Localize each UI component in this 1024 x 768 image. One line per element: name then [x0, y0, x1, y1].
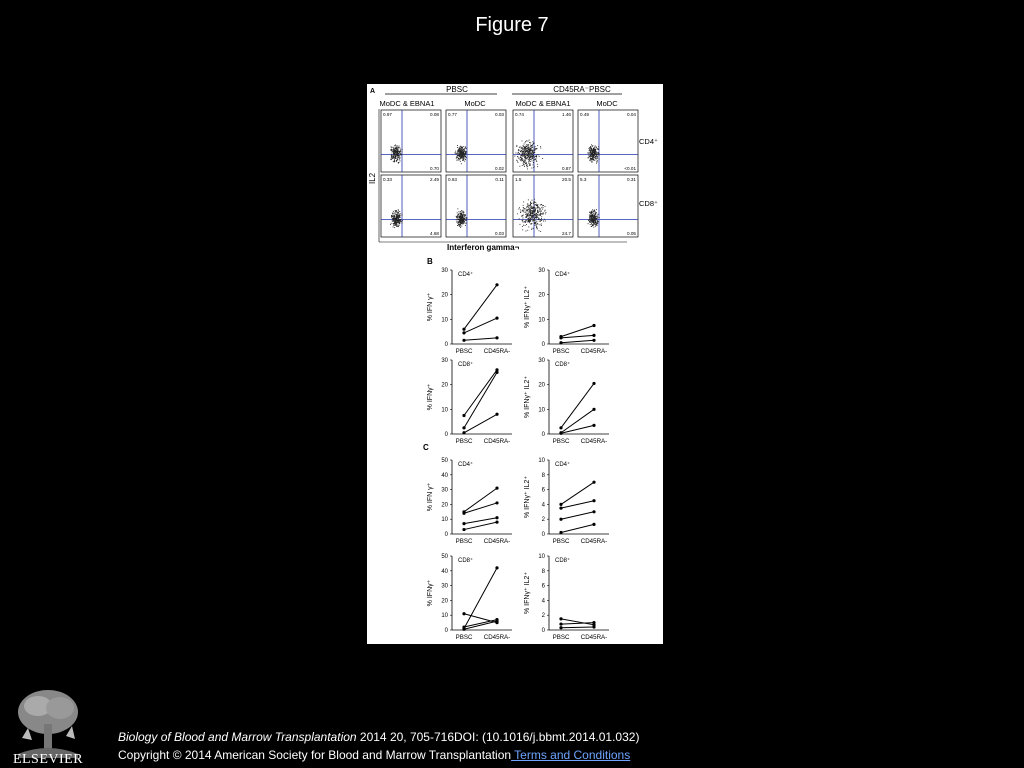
y-tick-label: 20	[441, 292, 448, 299]
data-point	[559, 617, 562, 620]
y-tick-label: 6	[541, 487, 545, 494]
data-point	[559, 518, 562, 521]
data-point	[559, 341, 562, 344]
quadrant-value: 0.04	[627, 112, 636, 117]
quadrant-value: 24.7	[562, 231, 571, 236]
data-point	[462, 628, 465, 631]
figure-svg	[367, 84, 663, 644]
line-chart	[524, 358, 609, 445]
data-point	[462, 522, 465, 525]
y-tick-label: 20	[538, 292, 545, 299]
y-tick-label: 50	[441, 554, 448, 560]
x-tick-label: CD45RA-	[483, 348, 511, 355]
data-point	[559, 426, 562, 429]
line-chart	[524, 554, 609, 641]
x-tick-label: CD45RA-	[580, 538, 608, 545]
column-label: MoDC & EBNA1	[379, 99, 435, 108]
y-tick-label: 8	[541, 568, 545, 575]
data-point	[462, 414, 465, 417]
data-point	[559, 531, 562, 534]
data-point	[559, 507, 562, 510]
data-point	[592, 324, 595, 327]
y-tick-label: 30	[441, 358, 448, 364]
flow-plot	[513, 175, 573, 237]
series-line	[561, 501, 594, 508]
line-chart	[427, 268, 512, 355]
series-line	[464, 285, 497, 329]
chart-subtitle: CD4⁺	[458, 462, 474, 468]
chart-subtitle: CD4⁺	[555, 462, 571, 468]
quadrant-value: 0.08	[430, 112, 439, 117]
y-tick-label: 30	[538, 358, 545, 364]
flow-plot-frame	[446, 110, 506, 172]
flow-plot	[381, 110, 441, 172]
x-tick-label: CD45RA-	[580, 634, 608, 641]
data-point	[592, 481, 595, 484]
y-tick-label: 20	[441, 382, 448, 389]
data-point	[495, 516, 498, 519]
panel-c-label: C	[423, 443, 429, 452]
y-tick-label: 30	[441, 268, 448, 274]
series-line	[561, 482, 594, 504]
x-tick-label: PBSC	[455, 634, 473, 641]
y-axis-label: % IFNγ⁺ IL2⁺	[524, 475, 531, 519]
row-label-cd8: CD8⁺	[639, 199, 658, 208]
y-tick-label: 10	[538, 407, 545, 414]
y-tick-label: 10	[441, 613, 448, 620]
y-tick-label: 20	[538, 382, 545, 389]
line-chart	[524, 268, 609, 355]
y-tick-label: 0	[444, 432, 448, 438]
series-line	[561, 335, 594, 337]
y-tick-label: 2	[541, 613, 545, 620]
series-line	[561, 627, 594, 628]
quadrant-value: 0.31	[627, 177, 636, 182]
quadrant-value: 20.5	[562, 177, 571, 182]
data-point	[592, 621, 595, 624]
flow-plot-frame	[381, 110, 441, 172]
data-point	[462, 431, 465, 434]
ifn-gamma-axis-label: Interferon gamma¬	[447, 243, 520, 252]
x-tick-label: CD45RA-	[580, 348, 608, 355]
y-tick-label: 0	[541, 432, 545, 438]
y-tick-label: 0	[444, 628, 448, 634]
quadrant-value: 0.49	[580, 112, 589, 117]
x-tick-label: PBSC	[455, 538, 473, 545]
data-point	[592, 424, 595, 427]
y-tick-label: 30	[538, 268, 545, 274]
data-point	[559, 622, 562, 625]
citation-line	[118, 730, 639, 744]
series-line	[464, 621, 497, 629]
y-axis-label: % IFN γ⁺	[427, 482, 434, 512]
copyright-line	[118, 748, 630, 762]
figure-image	[367, 84, 663, 644]
flow-plot-frame	[446, 175, 506, 237]
y-axis-label: % IFNγ⁺ IL2⁺	[524, 571, 531, 615]
data-point	[592, 382, 595, 385]
y-tick-label: 20	[441, 502, 448, 509]
y-axis-label: % IFN γ⁺	[427, 292, 434, 322]
quadrant-value: 5.3	[580, 177, 587, 182]
x-tick-label: PBSC	[552, 634, 570, 641]
copyright-text: Copyright © 2014 American Society for Blood and Marrow Transplantation	[118, 748, 512, 762]
column-label: MoDC	[464, 99, 486, 108]
series-line	[561, 340, 594, 342]
x-tick-label: PBSC	[552, 538, 570, 545]
x-tick-label: CD45RA-	[580, 438, 608, 445]
y-tick-label: 10	[441, 407, 448, 414]
quadrant-value: 0.03	[495, 112, 504, 117]
quadrant-value: 0.97	[383, 112, 392, 117]
y-tick-label: 0	[444, 342, 448, 348]
data-point	[495, 501, 498, 504]
chart-subtitle: CD8⁺	[458, 558, 474, 564]
group-pbsc-label: PBSC	[446, 85, 468, 94]
flow-plot-frame	[578, 110, 638, 172]
data-point	[559, 503, 562, 506]
flow-cytometry-grid	[381, 110, 638, 237]
flow-plot	[578, 175, 638, 237]
data-point	[495, 317, 498, 320]
data-point	[462, 339, 465, 342]
data-point	[495, 521, 498, 524]
quadrant-value: 2.49	[430, 177, 439, 182]
y-tick-label: 4	[541, 502, 545, 509]
y-tick-label: 6	[541, 583, 545, 590]
data-point	[592, 334, 595, 337]
flow-plot	[578, 110, 638, 172]
row-label-cd4: CD4⁺	[639, 137, 658, 146]
data-point	[462, 612, 465, 615]
y-tick-label: 30	[441, 583, 448, 590]
series-line	[464, 522, 497, 529]
data-point	[592, 523, 595, 526]
line-chart	[427, 358, 512, 445]
series-line	[464, 614, 497, 623]
series-line	[464, 372, 497, 428]
column-label: MoDC	[596, 99, 618, 108]
quadrant-value: 0.87	[562, 166, 571, 171]
data-point	[559, 336, 562, 339]
data-point	[592, 625, 595, 628]
series-line	[464, 414, 497, 433]
line-charts	[427, 268, 609, 641]
chart-subtitle: CD4⁺	[458, 272, 474, 278]
quadrant-value: <0.01	[624, 166, 636, 171]
y-tick-label: 0	[444, 532, 448, 538]
y-axis-label: % IFNγ⁺	[427, 383, 434, 411]
y-tick-label: 10	[538, 458, 545, 464]
column-label: MoDC & EBNA1	[515, 99, 571, 108]
quadrant-value: 0.02	[495, 166, 504, 171]
data-point	[592, 408, 595, 411]
quadrant-value: 0.77	[448, 112, 457, 117]
data-point	[495, 487, 498, 490]
data-point	[462, 512, 465, 515]
y-tick-label: 0	[541, 342, 545, 348]
y-tick-label: 4	[541, 598, 545, 605]
flow-plot	[446, 110, 506, 172]
journal-name: Biology of Blood and Marrow Transplantation	[118, 730, 357, 744]
chart-subtitle: CD8⁺	[555, 362, 571, 368]
quadrant-value: 0.05	[627, 231, 636, 236]
publisher-name: ELSEVIER	[12, 752, 84, 767]
chart-subtitle: CD8⁺	[458, 362, 474, 368]
quadrant-value: 1.5	[515, 177, 522, 182]
y-tick-label: 8	[541, 472, 545, 479]
data-point	[462, 328, 465, 331]
quadrant-value: 0.33	[383, 177, 392, 182]
y-tick-label: 10	[538, 317, 545, 324]
chart-subtitle: CD4⁺	[555, 272, 571, 278]
quadrant-value: 1.46	[562, 112, 571, 117]
y-tick-label: 40	[441, 472, 448, 479]
flow-plot-frame	[578, 175, 638, 237]
line-chart	[427, 458, 512, 545]
slide-title: Figure 7	[475, 14, 549, 36]
data-point	[462, 426, 465, 429]
group-cd45ra-label: CD45RA⁻PBSC	[553, 85, 611, 94]
panel-b-label: B	[427, 257, 433, 266]
y-tick-label: 30	[441, 487, 448, 494]
quadrant-value: 0.63	[448, 177, 457, 182]
terms-and-conditions-link[interactable]: Terms and Conditions	[511, 748, 631, 762]
flow-plot-frame	[381, 175, 441, 237]
series-line	[561, 512, 594, 519]
quadrant-value: 4.68	[430, 231, 439, 236]
data-point	[559, 432, 562, 435]
quadrant-value: 0.03	[495, 231, 504, 236]
series-line	[464, 620, 497, 627]
quadrant-value: 0.74	[515, 112, 524, 117]
flow-plot	[381, 175, 441, 237]
line-chart	[524, 458, 609, 545]
data-point	[592, 499, 595, 502]
data-point	[592, 339, 595, 342]
x-tick-label: CD45RA-	[483, 538, 511, 545]
data-point	[495, 566, 498, 569]
line-chart	[427, 554, 512, 641]
data-point	[495, 283, 498, 286]
y-tick-label: 10	[441, 517, 448, 524]
il2-axis-label: IL2	[368, 172, 377, 184]
series-line	[464, 370, 497, 416]
flow-plot	[513, 110, 573, 172]
quadrant-value: 0.70	[430, 166, 439, 171]
data-point	[495, 620, 498, 623]
flow-plot-frame	[513, 175, 573, 237]
y-tick-label: 40	[441, 568, 448, 575]
x-tick-label: PBSC	[455, 348, 473, 355]
data-point	[592, 510, 595, 513]
data-point	[495, 336, 498, 339]
x-tick-label: PBSC	[455, 438, 473, 445]
x-tick-label: PBSC	[552, 348, 570, 355]
y-tick-label: 0	[541, 628, 545, 634]
series-line	[464, 568, 497, 629]
data-point	[495, 371, 498, 374]
citation-doi: 2014 20, 705-716DOI: (10.1016/j.bbmt.2014.01.032)	[356, 730, 640, 744]
y-tick-label: 50	[441, 458, 448, 464]
x-tick-label: CD45RA-	[483, 634, 511, 641]
y-axis-label: % IFNγ⁺	[427, 579, 434, 607]
flow-plot	[446, 175, 506, 237]
y-tick-label: 0	[541, 532, 545, 538]
data-point	[462, 528, 465, 531]
series-line	[561, 524, 594, 532]
x-tick-label: CD45RA-	[483, 438, 511, 445]
y-tick-label: 10	[538, 554, 545, 560]
y-tick-label: 20	[441, 598, 448, 605]
quadrant-value: 0.11	[495, 177, 504, 182]
data-point	[462, 331, 465, 334]
y-tick-label: 10	[441, 317, 448, 324]
panel-a-label: A	[370, 88, 376, 95]
data-point	[559, 626, 562, 629]
series-line	[464, 338, 497, 340]
x-tick-label: PBSC	[552, 438, 570, 445]
data-point	[495, 413, 498, 416]
series-line	[464, 518, 497, 524]
chart-subtitle: CD8⁺	[555, 558, 571, 564]
y-axis-label: % IFNγ⁺ IL2⁺	[524, 375, 531, 419]
y-tick-label: 2	[541, 517, 545, 524]
y-axis-label: % IFNγ⁺ IL2⁺	[524, 285, 531, 329]
series-line	[464, 318, 497, 333]
series-line	[561, 326, 594, 337]
